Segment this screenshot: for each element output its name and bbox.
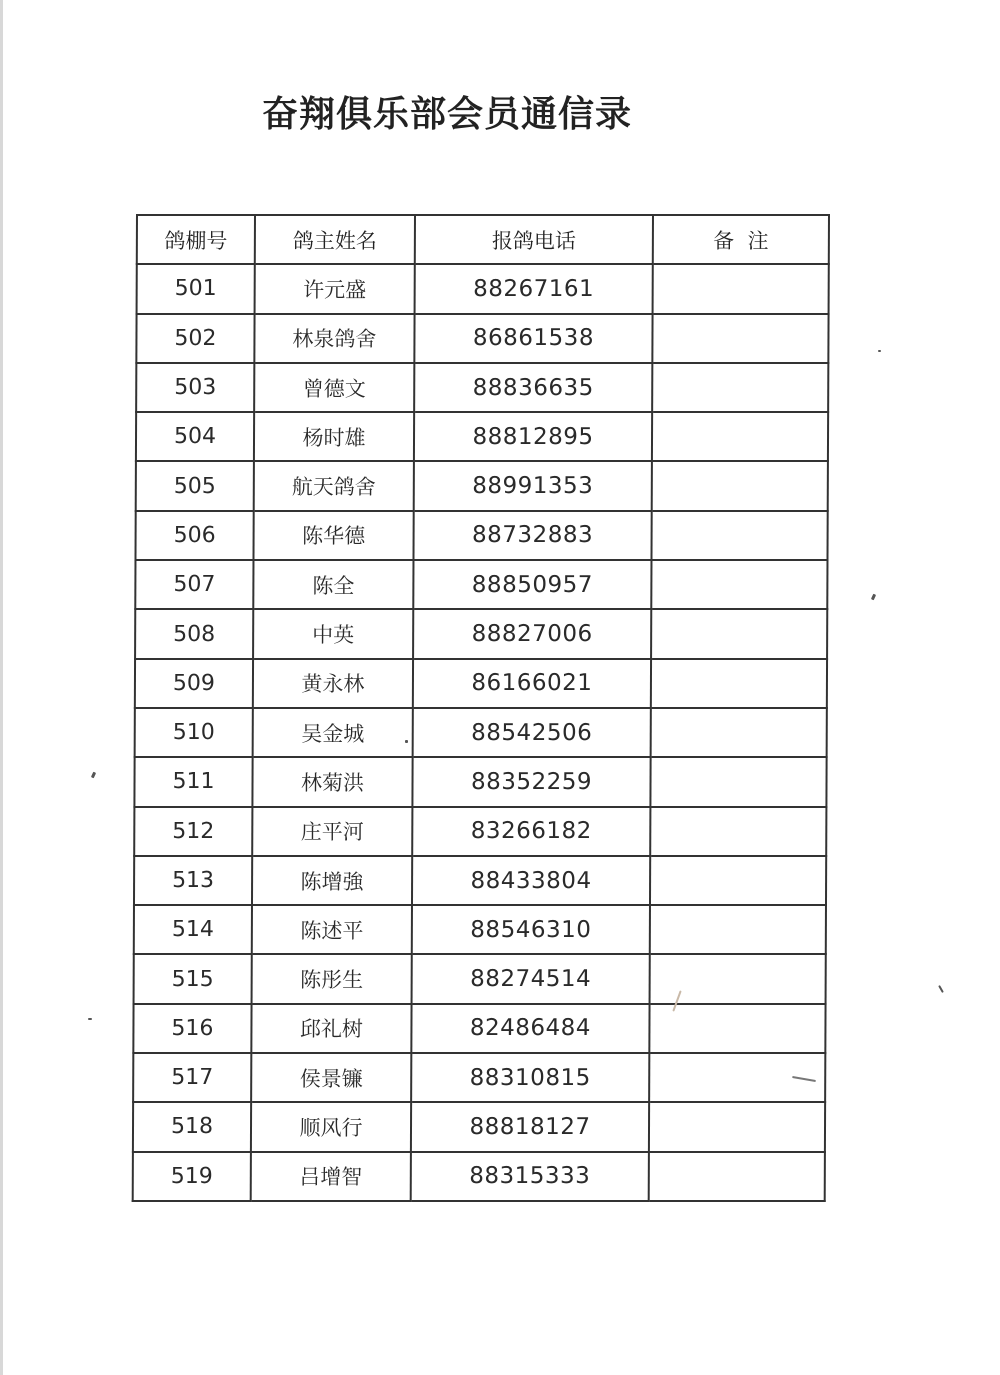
- phone-cell: 88542506: [413, 708, 651, 757]
- note-cell: [651, 609, 827, 658]
- loft-number-cell: 514: [134, 905, 252, 954]
- loft-number-cell: 505: [136, 461, 254, 510]
- table-row: [135, 659, 827, 708]
- table-body: [133, 264, 829, 1201]
- note-cell: [651, 659, 827, 708]
- table-row: [135, 708, 827, 757]
- note-cell: [649, 1004, 825, 1053]
- note-cell: [652, 363, 828, 412]
- note-cell: [652, 461, 828, 510]
- table-row: [134, 905, 826, 954]
- table-row: [136, 412, 828, 461]
- document-title: 奋翔俱乐部会员通信录: [262, 94, 633, 135]
- owner-name-cell: 中英: [253, 609, 413, 658]
- note-cell: [650, 856, 826, 905]
- phone-cell: 88310815: [411, 1053, 649, 1102]
- table-row: [135, 609, 827, 658]
- note-cell: [652, 314, 828, 363]
- page-edge: [0, 0, 3, 1375]
- owner-name-cell: 黄永林: [253, 659, 413, 708]
- loft-number-cell: 507: [135, 560, 253, 609]
- owner-name-cell: 许元盛: [255, 264, 415, 313]
- loft-number-cell: 517: [133, 1053, 251, 1102]
- note-cell: [652, 412, 828, 461]
- loft-number-cell: 512: [134, 807, 252, 856]
- table-row: [136, 363, 828, 412]
- table-row: [134, 954, 826, 1003]
- phone-cell: 88732883: [413, 511, 651, 560]
- header-report-phone: 报鸽电话: [415, 215, 653, 264]
- owner-name-cell: 陈增強: [252, 856, 412, 905]
- phone-cell: 86166021: [413, 659, 651, 708]
- phone-cell: 82486484: [411, 1004, 649, 1053]
- loft-number-cell: 515: [134, 954, 252, 1003]
- note-cell: [650, 807, 826, 856]
- scan-speck: [938, 985, 944, 993]
- loft-number-cell: 509: [135, 659, 253, 708]
- loft-number-cell: 504: [136, 412, 254, 461]
- note-cell: [650, 757, 826, 806]
- scan-speck: [88, 1018, 92, 1020]
- owner-name-cell: 林菊洪: [252, 757, 412, 806]
- owner-name-cell: 庄平河: [252, 807, 412, 856]
- loft-number-cell: 502: [136, 314, 254, 363]
- note-cell: [651, 708, 827, 757]
- phone-cell: 88836635: [414, 363, 652, 412]
- phone-cell: 88812895: [414, 412, 652, 461]
- note-cell: [649, 1152, 825, 1201]
- note-cell: [651, 560, 827, 609]
- phone-cell: 88433804: [412, 856, 650, 905]
- note-cell: [653, 264, 829, 313]
- loft-number-cell: 511: [134, 757, 252, 806]
- loft-number-cell: 516: [133, 1004, 251, 1053]
- table-row: [137, 264, 829, 313]
- owner-name-cell: 顺风行: [251, 1102, 411, 1151]
- owner-name-cell: 陈华德: [253, 511, 413, 560]
- note-cell: [651, 511, 827, 560]
- phone-cell: 88352259: [412, 757, 650, 806]
- scan-speck: [871, 594, 876, 601]
- table-row: [133, 1152, 825, 1201]
- header-note: 备 注: [653, 215, 829, 264]
- loft-number-cell: 503: [136, 363, 254, 412]
- phone-cell: 88850957: [413, 560, 651, 609]
- header-loft-number: 鸽棚号: [137, 215, 255, 264]
- loft-number-cell: 510: [135, 708, 253, 757]
- table-row: [134, 757, 826, 806]
- note-cell: [650, 954, 826, 1003]
- loft-number-cell: 506: [135, 511, 253, 560]
- phone-cell: 88274514: [412, 954, 650, 1003]
- phone-cell: 88267161: [415, 264, 653, 313]
- header-owner-name: 鸽主姓名: [255, 215, 415, 264]
- owner-name-cell: 吕增智: [251, 1152, 411, 1201]
- scan-speck: [878, 350, 881, 352]
- table-row: [135, 560, 827, 609]
- loft-number-cell: 519: [133, 1152, 251, 1201]
- owner-name-cell: 邱礼树: [251, 1004, 411, 1053]
- member-roster-table: [132, 214, 830, 1202]
- owner-name-cell: 杨时雄: [254, 412, 414, 461]
- table-row: [134, 856, 826, 905]
- owner-name-cell: 侯景镰: [251, 1053, 411, 1102]
- owner-name-cell: 吴金城: [253, 708, 413, 757]
- phone-cell: 86861538: [414, 314, 652, 363]
- phone-cell: 88827006: [413, 609, 651, 658]
- phone-cell: 88315333: [411, 1152, 649, 1201]
- phone-cell: 88546310: [412, 905, 650, 954]
- loft-number-cell: 518: [133, 1102, 251, 1151]
- phone-cell: 83266182: [412, 807, 650, 856]
- table-row: [135, 511, 827, 560]
- table-row: [133, 1004, 825, 1053]
- owner-name-cell: 陈全: [253, 560, 413, 609]
- loft-number-cell: 513: [134, 856, 252, 905]
- table-row: [136, 314, 828, 363]
- owner-name-cell: 陈彤生: [252, 954, 412, 1003]
- owner-name-cell: 航天鸽舍: [254, 461, 414, 510]
- phone-cell: 88991353: [414, 461, 652, 510]
- loft-number-cell: 508: [135, 609, 253, 658]
- table-row: [133, 1102, 825, 1151]
- owner-name-cell: 曾德文: [254, 363, 414, 412]
- table-header-row: [137, 215, 829, 264]
- note-cell: [649, 1102, 825, 1151]
- table-row: [133, 1053, 825, 1102]
- scan-speck: [91, 772, 96, 779]
- owner-name-cell: 陈述平: [252, 905, 412, 954]
- scan-speck: [405, 740, 408, 743]
- note-cell: [650, 905, 826, 954]
- table-row: [134, 807, 826, 856]
- table-row: [136, 461, 828, 510]
- loft-number-cell: 501: [137, 264, 255, 313]
- owner-name-cell: 林泉鸽舍: [254, 314, 414, 363]
- phone-cell: 88818127: [411, 1102, 649, 1151]
